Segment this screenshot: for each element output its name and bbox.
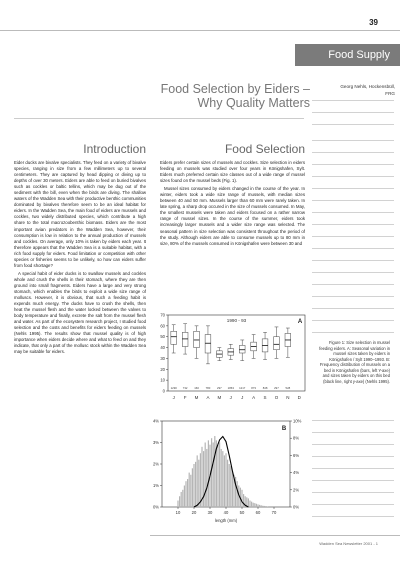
chart-b (150, 417, 312, 529)
chart-a-ytick-label: 60 (160, 323, 165, 329)
author (315, 84, 395, 97)
chart-a-ytick-label: 70 (160, 312, 165, 318)
chart-a-xtick-label: J (229, 395, 232, 400)
chart-b-bar (265, 506, 266, 507)
chart-a-sample-size: 848 (262, 386, 268, 390)
chart-a-sample-size: 160 (194, 386, 199, 390)
intro-heading: Introduction (83, 142, 146, 156)
chart-a-xtick-label: A (206, 395, 210, 400)
chart-b-xtick-label: 70 (271, 510, 277, 515)
chart-b-bar (177, 501, 178, 507)
chart-b-bar (259, 505, 260, 507)
chart-b-bar (257, 504, 258, 507)
selection-paragraph-1: Eiders prefer certain sizes of mussels and cockles. Size selection in eiders feeding on mussels was studied over four years in Königshafen, Sylt. Eiders much preferred certain size classes out of a wide range of mussel sizes found on the mussel beds (Fig. 1). (160, 160, 305, 184)
chart-b-bar (182, 490, 183, 507)
title-divider (14, 118, 304, 119)
chart-a-sample-size: 1290 (170, 386, 177, 390)
chart-a-sample-size: 297 (274, 386, 279, 390)
chart-a-sample-size: 1217 (239, 386, 246, 390)
chart-a-xtick-label: J (172, 395, 175, 400)
chart-a-xtick-label: M (194, 395, 199, 400)
chart-a-annotation: 1990 - 93 (226, 318, 247, 323)
figure-caption: Figure 1: Size selection in mussel feeding eiders. A: Seasonal variation in mussel sizes taken by eiders in Königshafen / Sylt 1990–1993. B: Frequency distribution of mussels on a bed in Königshafen (bars, left Y-axe) and sizes taken by eiders on this bed (black line, right y-axe) (Nehls 1995). (319, 340, 390, 384)
intro-column (14, 160, 146, 356)
chart-b-bar (222, 451, 223, 507)
chart-b-bar (251, 502, 252, 507)
chart-b-left-ytick-label: 3% (152, 440, 159, 445)
chart-a-frame (168, 315, 305, 391)
chart-b-left-ytick-label: 0% (152, 504, 159, 510)
chart-b-bar (205, 443, 206, 508)
section-title: Food Supply (328, 49, 390, 61)
footer-divider (150, 535, 400, 536)
chart-b-bar (185, 481, 186, 507)
chart-b-bar (267, 506, 268, 507)
header-divider (0, 30, 400, 31)
chart-a-box (171, 331, 177, 344)
chart-a-box (274, 337, 280, 350)
page-number: 39 (369, 18, 378, 27)
chart-a-sample-size: 528 (285, 386, 291, 390)
chart-b-right-ytick-label: 0% (293, 504, 300, 510)
chart-a-sample-size: 1863 (227, 386, 234, 390)
chart-b-bar (184, 486, 185, 508)
chart-a-xtick-label: F (183, 395, 187, 400)
chart-b-bar (214, 436, 215, 507)
chart-a-xtick-label: O (274, 395, 279, 400)
chart-b-bar (232, 470, 233, 507)
chart-b-bar (213, 443, 214, 508)
chart-b-bar (187, 479, 188, 507)
chart-a-ytick-label: 30 (160, 355, 165, 361)
chart-a-xtick-label: M (217, 395, 222, 400)
article-title (120, 82, 310, 110)
chart-b-right-ytick-label: 2% (293, 487, 300, 493)
chart-a-ytick-label: 0 (162, 388, 165, 394)
chart-b-bar (217, 445, 218, 507)
chart-b-bar (225, 453, 226, 507)
chart-a-sample-size: 780 (205, 386, 211, 390)
chart-b-bar (206, 449, 207, 507)
chart-a-box (182, 332, 188, 346)
chart-b-plot (153, 419, 302, 524)
chart-a-xtick-label: J (241, 395, 244, 400)
chart-b-left-ytick-label: 2% (152, 461, 159, 467)
chart-b-bar (221, 449, 222, 507)
chart-b-bar (248, 498, 249, 507)
chart-b-bar (254, 503, 255, 507)
chart-a-panel-label: A (297, 319, 303, 325)
chart-b-bar (190, 475, 191, 507)
chart-b-bar (262, 506, 263, 507)
selection-heading: Food Selection (224, 142, 305, 156)
chart-b-bar (189, 473, 190, 507)
chart-b-bar (230, 466, 231, 507)
section-bar (295, 44, 400, 66)
chart-b-bar (181, 492, 182, 507)
chart-a-xtick-label: S (263, 395, 267, 400)
chart-a-sample-size: 297 (217, 386, 222, 390)
article-title-line1: Food Selection by Eiders – (160, 82, 310, 96)
chart-b-bar (229, 464, 230, 507)
chart-a-box (205, 335, 211, 353)
chart-a-xtick-label: D (297, 395, 301, 400)
chart-b-right-ytick-label: 4% (293, 470, 300, 476)
chart-b-bar (224, 455, 225, 507)
chart-b-left-ytick-label: 4% (152, 418, 159, 424)
chart-b-xtick-label: 30 (207, 510, 213, 515)
chart-b-xtick-label: 10 (175, 510, 181, 515)
chart-b-bar (192, 468, 193, 507)
intro-paragraph-2: A special habit of eider ducks is to swallow mussels and cockles whole and crush the shells in their stomach, where they are then ground into small fragments. Eiders have a large and very strong stomach, which enables the birds to exploit a wide size range of molluscs. However, it is obvious, that such a feeding habit is expends much energy. The ducks have to crush the shells, then heat the mussel flesh and the water locked between the valves to body temperature and finally, excrete the salt from the mussel flesh and water. As part of the ecosystem research project, I studied food selection and the costs and benefits for eiders feeding on mussels (Nehls 1995). The results show that mussel quality is of high importance when eiders decide where and what to feed on and they indicate, that only a part of the mollusc stock within the Wadden Sea may be suitable for eiders. (14, 270, 146, 355)
author-line2: FRG (385, 90, 395, 96)
chart-b-bar (219, 443, 220, 508)
chart-b-bar (243, 494, 244, 507)
chart-b-xlabel: length (mm) (214, 518, 238, 523)
chart-b-bar (227, 460, 228, 507)
selection-column (160, 160, 305, 247)
chart-a-box (239, 345, 245, 353)
chart-b-right-ytick-label: 10% (293, 418, 302, 424)
chart-a-ytick-label: 50 (160, 334, 165, 340)
chart-a-ytick-label: 20 (160, 366, 165, 372)
chart-b-bar (200, 453, 201, 507)
chart-a-sample-size: 732 (182, 386, 188, 390)
chart-b-bar (197, 455, 198, 507)
chart-b-bar (203, 451, 204, 507)
chart-b-panel-label: B (281, 426, 287, 432)
chart-b-bar (195, 462, 196, 507)
chart-b-bar (237, 481, 238, 507)
chart-b-bar (198, 460, 199, 507)
chart-b-bar (253, 503, 254, 507)
chart-b-bar (208, 440, 209, 507)
article-title-line2: Why Quality Matters (197, 96, 310, 110)
chart-b-right-ytick-label: 8% (293, 435, 300, 441)
footer: Wadden Sea Newsletter 2001 - 1 (319, 541, 378, 546)
chart-a-plot (160, 313, 305, 401)
intro-paragraph-1: Eider ducks are bivalve specialists. They feed on a variety of bivalve species, ranging in size from a few millimeters up to several centimeters. They are captured by head dipping or diving up to depths of over 30 meters. Eiders are able to feed on buried bivalves such as cockles or baltic tellins, which may be dug out of the sediment with the bill, even when the birds are diving. The shallow waters of the Wadden Sea with their productive benthic communities dominated by bivalves therefore seem to be an ideal habitat for eiders. In the Wadden Sea, the main food of eiders are mussels and cockles, two widely distributed species, which contribute a high share to the total macrozoobenthic biomass. Eiders are the most important avian predators in the Wadden Sea, however, their consumption is low in relation to the annual production of mussels and cockles. On average, only 10% is taken by eiders each year. It therefore appears that the Wadden Sea is a suitable habitat, with a rich food supply for eiders. Food limitation or competition with other species or fisheries seems to be unlikely, so how can eiders suffer from food shortage? (14, 160, 146, 268)
chart-a-ytick-label: 40 (160, 345, 165, 351)
chart-b-right-ytick-label: 6% (293, 452, 300, 458)
chart-a-xtick-label: A (252, 395, 256, 400)
chart-a-xtick-label: N (286, 395, 290, 400)
chart-b-bar (249, 501, 250, 507)
chart-b-bar (261, 505, 262, 507)
chart-b-bar (179, 496, 180, 507)
chart-a-sample-size: 873 (251, 386, 256, 390)
author-line1: Georg Nehls, Hockensbüll, (340, 84, 395, 89)
chart-b-xtick-label: 20 (191, 510, 197, 515)
chart-b-left-ytick-label: 1% (152, 483, 159, 488)
chart-b-xtick-label: 60 (255, 510, 261, 515)
chart-b-bar (241, 490, 242, 507)
chart-a-ytick-label: 10 (160, 377, 165, 383)
chart-b-xtick-label: 40 (223, 510, 229, 515)
chart-b-bar (256, 504, 257, 507)
chart-b-bar (193, 464, 194, 507)
chart-b-bar (264, 506, 265, 507)
chart-b-xtick-label: 50 (239, 510, 245, 515)
chart-a-box (194, 331, 200, 347)
chart-a (150, 311, 312, 411)
selection-paragraph-2: Mussel sizes consumed by eiders changed in the course of the year. In winter, eiders took a wide size range of mussels, with median sizes between 40 and 50 mm. Mussels larger than 60 mm were rarely taken. In late spring, a sharp drop occured in the size of mussels consumed. In May, the smallest mussels were taken and eiders focused on a rather narrow range of mussel sizes. In the course of the summer, eiders took increasingly larger mussels and a wider size range was selected. The seasonal pattern in size selection was consistent throughout the period of the study. Although eiders are able to consume mussels up to 80 mm in size, 80% of the mussels consumed in Königshafen were between 30 and (160, 186, 305, 246)
